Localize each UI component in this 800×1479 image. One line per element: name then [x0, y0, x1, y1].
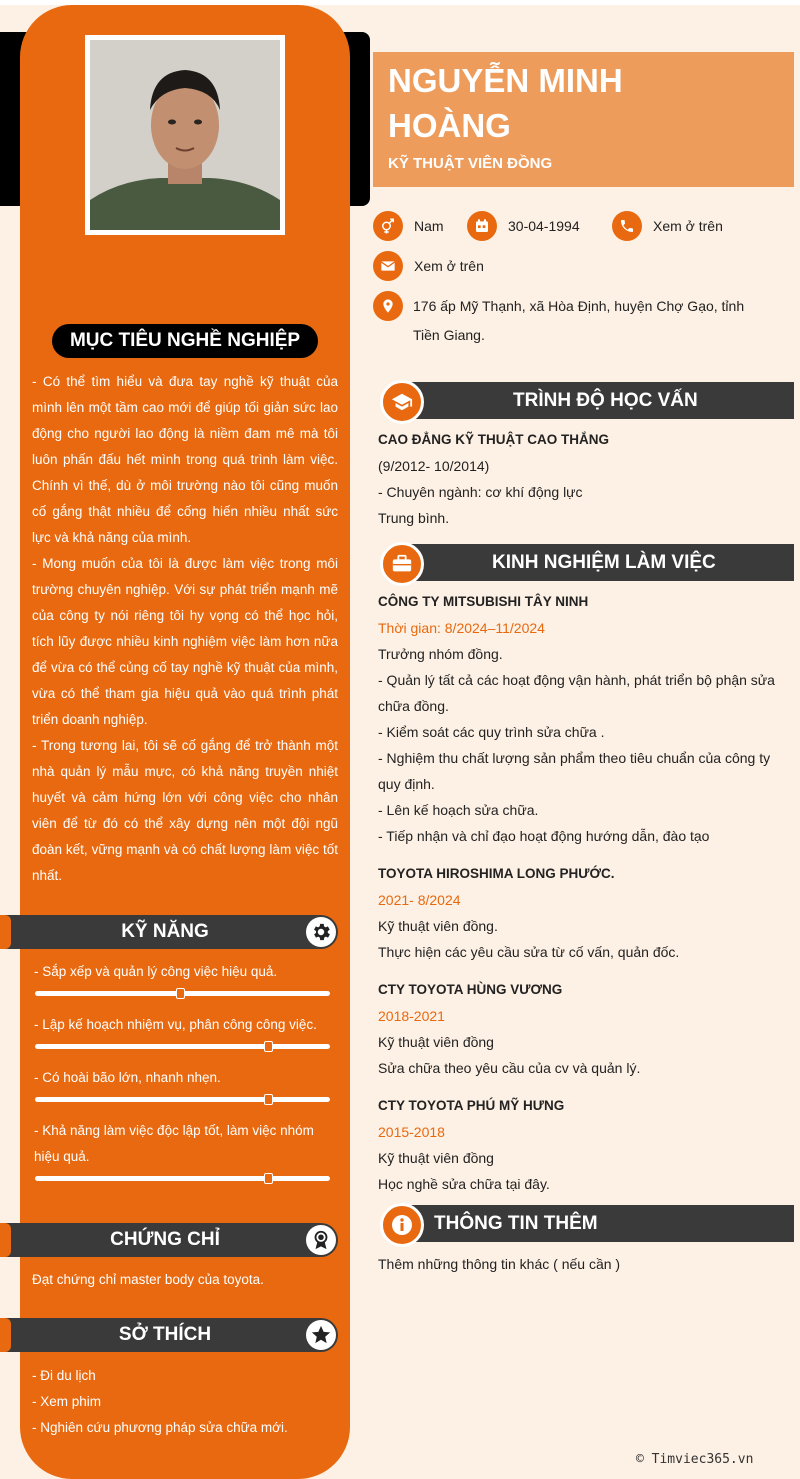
hobby-item: - Xem phim	[32, 1394, 102, 1409]
avatar	[85, 35, 285, 235]
job-period: 2015-2018	[378, 1124, 445, 1140]
briefcase-icon	[380, 542, 424, 586]
job-entry	[378, 1093, 783, 1197]
hobby-item: - Nghiên cứu phương pháp sửa chữa mới.	[32, 1420, 288, 1435]
candidate-name: NGUYỄN MINH HOÀNG	[388, 62, 623, 144]
location-icon	[373, 291, 403, 321]
job-line: Kỹ thuật viên đồng	[378, 1034, 494, 1050]
job-period: 2018-2021	[378, 1008, 445, 1024]
job-period: Thời gian: 8/2024–11/2024	[378, 620, 545, 636]
sidebar	[20, 5, 350, 1479]
birthdate-value: 30-04-1994	[508, 218, 580, 234]
heading-edge	[0, 1223, 11, 1257]
skill-bar	[35, 1044, 330, 1049]
education-grade: Trung bình.	[378, 510, 450, 526]
heading-edge	[0, 1318, 11, 1352]
objective-paragraph: - Có thể tìm hiểu và đưa tay nghề kỹ thuật của mình lên một tầm cao mới để giúp tối giản sức lao động cho người lao động là niềm đam mê mà tôi luôn phấn đấu hết mình trong quá trình làm việc. Chính vì thế, dù ở môi trường nào tôi cũng muốn cố gắng thật nhiều để cống hiến nhiều nhất sức lực và khả năng của mình.	[32, 374, 338, 545]
objective-text	[32, 369, 338, 889]
skill-bar	[35, 1176, 330, 1181]
job-line: - Quản lý tất cả các hoạt động vận hành, phát triển bộ phận sửa chữa đồng.	[378, 672, 775, 714]
footer-credit: © Timviec365.vn	[636, 1452, 754, 1467]
job-entry	[378, 861, 783, 965]
education-content	[378, 427, 783, 531]
phone-icon	[612, 211, 642, 241]
company-name: CTY TOYOTA HÙNG VƯƠNG	[378, 982, 563, 997]
job-line: Trưởng nhóm đồng.	[378, 646, 503, 662]
company-name: CTY TOYOTA PHÚ MỸ HƯNG	[378, 1098, 565, 1113]
skill-label: - Lập kế hoạch nhiệm vụ, phân công công việc.	[34, 1017, 317, 1032]
info-icon	[380, 1203, 424, 1247]
job-line: Kỹ thuật viên đồng	[378, 1150, 494, 1166]
job-line: - Tiếp nhận và chỉ đạo hoạt động hướng dẫn, đào tạo	[378, 828, 710, 844]
hobby-item: - Đi du lịch	[32, 1368, 96, 1383]
job-line: Sửa chữa theo yêu cầu của cv và quản lý.	[378, 1060, 641, 1076]
certificates-heading	[0, 1223, 338, 1257]
star-icon	[306, 1320, 336, 1350]
email-value: Xem ở trên	[414, 258, 484, 274]
education-title: TRÌNH ĐỘ HỌC VẤN	[513, 390, 698, 411]
company-name: TOYOTA HIROSHIMA LONG PHƯỚC.	[378, 866, 615, 881]
skills-heading	[0, 915, 338, 949]
company-name: CÔNG TY MITSUBISHI TÂY NINH	[378, 594, 589, 609]
skill-label: - Có hoài bão lớn, nhanh nhẹn.	[34, 1070, 221, 1085]
gender-value: Nam	[414, 218, 444, 234]
certificates-title: CHỨNG CHỈ	[110, 1229, 220, 1250]
experience-heading	[380, 544, 794, 581]
objective-heading: MỤC TIÊU NGHỀ NGHIỆP	[52, 324, 318, 358]
job-line: - Nghiệm thu chất lượng sản phẩm theo tiêu chuẩn của công ty quy định.	[378, 750, 771, 792]
birthdate-row	[467, 211, 580, 241]
gender-icon	[373, 211, 403, 241]
skill-level-marker	[264, 1173, 273, 1184]
skill-bar	[35, 991, 330, 996]
job-period: 2021- 8/2024	[378, 892, 461, 908]
objective-paragraph: - Trong tương lai, tôi sẽ cố gắng để trở thành một nhà quản lý mẫu mực, có khả năng truyền nhiệt huyết và cảm hứng lớn với công việc cho nhân viên để từ đó có thể xây dựng nên một đội ngũ đoàn kết, vững mạnh và có chất lượng làm việc tốt nhất.	[32, 738, 338, 883]
additional-text: Thêm những thông tin khác ( nếu cần )	[378, 1256, 621, 1272]
header-name-box	[373, 52, 794, 187]
education-heading	[380, 382, 794, 419]
additional-heading	[380, 1205, 794, 1242]
mail-icon	[373, 251, 403, 281]
skill-level-marker	[176, 988, 185, 999]
certificate-text: Đạt chứng chỉ master body của toyota.	[32, 1272, 264, 1287]
graduation-cap-icon	[380, 380, 424, 424]
phone-value: Xem ở trên	[653, 218, 723, 234]
calendar-icon	[467, 211, 497, 241]
job-line: Thực hiện các yêu cầu sửa từ cố vấn, quản đốc.	[378, 944, 680, 960]
job-line: - Kiểm soát các quy trình sửa chữa .	[378, 724, 605, 740]
school-name: CAO ĐẲNG KỸ THUẬT CAO THẮNG	[378, 432, 609, 447]
gender-row	[373, 211, 444, 241]
phone-row	[612, 211, 723, 241]
email-row	[373, 251, 484, 281]
job-entry	[378, 589, 783, 849]
education-period: (9/2012- 10/2014)	[378, 458, 490, 474]
hobbies-title: SỞ THÍCH	[118, 1324, 212, 1345]
experience-title: KINH NGHIỆM LÀM VIỆC	[492, 552, 716, 573]
job-entry	[378, 977, 783, 1081]
skill-bar	[35, 1097, 330, 1102]
skill-level-marker	[264, 1094, 273, 1105]
skills-title: KỸ NĂNG	[121, 921, 209, 942]
job-title: KỸ THUẬT VIÊN ĐỒNG	[388, 155, 553, 172]
gear-icon	[306, 917, 336, 947]
job-line: Học nghề sửa chữa tại đây.	[378, 1176, 550, 1192]
heading-edge	[0, 915, 11, 949]
job-line: Kỹ thuật viên đồng.	[378, 918, 498, 934]
objective-paragraph: - Mong muốn của tôi là được làm việc trong môi trường chuyên nghiệp. Với sự phát triển mạnh mẽ của công ty nói riêng tôi hy vọng có thể học hỏi, tích lũy được nhiều kinh nghiệm việc làm hơn nữa để vừa có thể củng cố tay nghề kỹ thuật của mình, vừa có thể tham gia hiệu quả vào quá trình phát triển doanh nghiệp.	[32, 556, 338, 727]
address-row	[373, 291, 414, 321]
skill-level-marker	[264, 1041, 273, 1052]
skill-label: - Khả năng làm việc độc lập tốt, làm việc nhóm hiệu quả.	[34, 1123, 314, 1164]
job-line: - Lên kế hoạch sửa chữa.	[378, 802, 539, 818]
additional-title: THÔNG TIN THÊM	[434, 1213, 598, 1234]
hobbies-heading	[0, 1318, 338, 1352]
award-icon	[306, 1225, 336, 1255]
education-major: - Chuyên ngành: cơ khí động lực	[378, 484, 583, 500]
skill-label: - Sắp xếp và quản lý công việc hiệu quả.	[34, 964, 278, 979]
address-value: 176 ấp Mỹ Thạnh, xã Hòa Định, huyện Chợ Gạo, tỉnh Tiền Giang.	[413, 298, 745, 343]
